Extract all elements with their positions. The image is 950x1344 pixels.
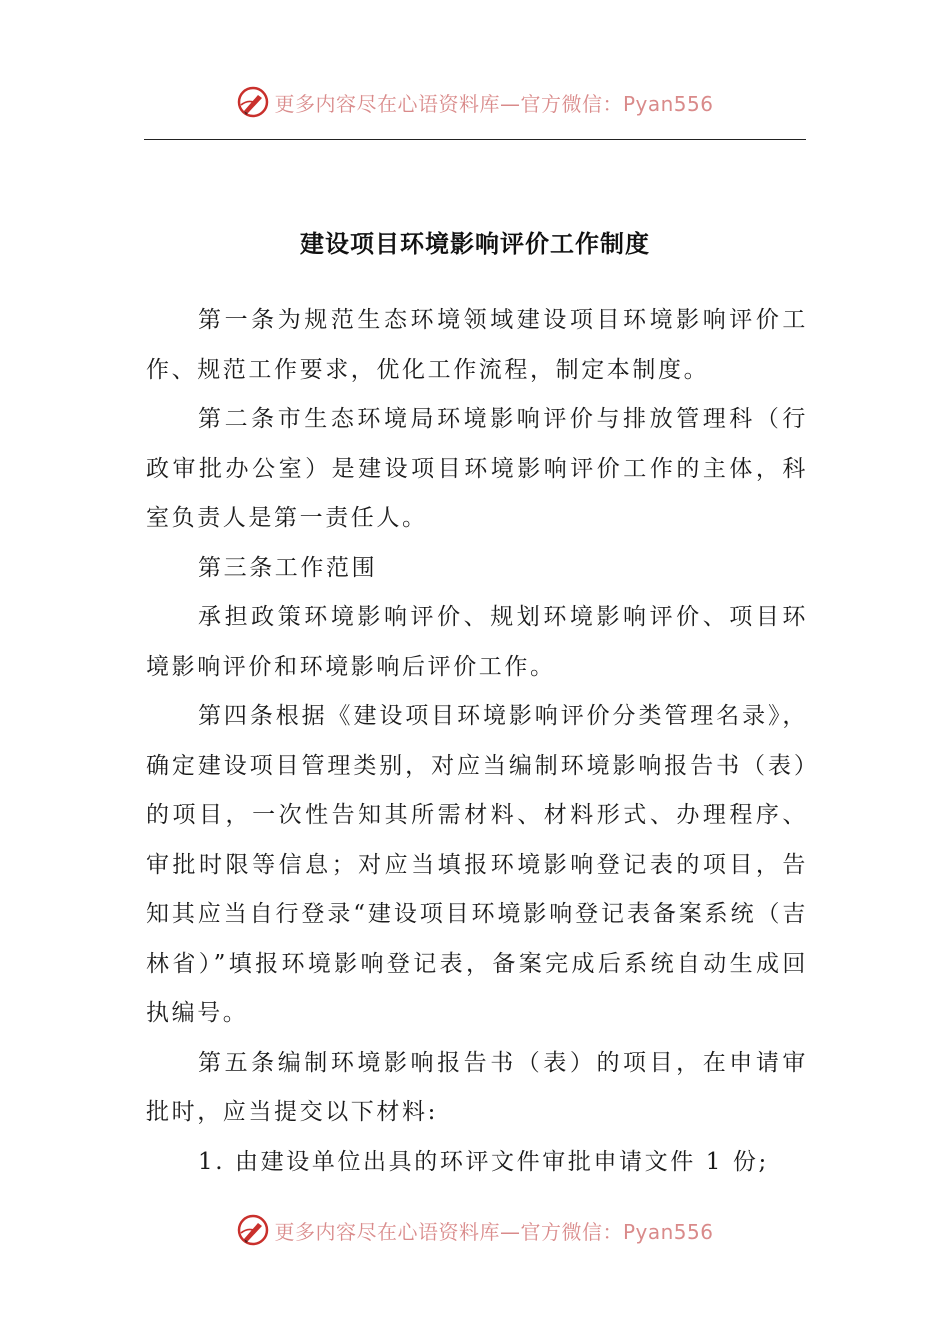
document-title: 建设项目环境影响评价工作制度 (300, 229, 650, 258)
list-item-1: 1. 由建设单位出具的环评文件审批申请文件 1 份; (198, 1148, 769, 1175)
pen-logo-icon (236, 85, 270, 119)
paragraph-article-5: 第五条编制环境影响报告书（表）的项目，在申请审批时，应当提交以下材料: (146, 1049, 808, 1125)
paragraph-article-1: 第一条为规范生态环境领域建设项目环境影响评价工作、规范工作要求，优化工作流程，制定本制度。 (146, 307, 808, 383)
header-divider (144, 139, 806, 140)
paragraph-article-4: 第四条根据《建设项目环境影响评价分类管理名录》，确定建设项目管理类别，对应当编制环境影响报告书（表）的项目，一次性告知其所需材料、材料形式、办理程序、审批时限等信息；对应当填报环境影响登记表的项目，告知其应当自行登录“建设项目环境影响登记表备案系统（吉林省）”填报环境影响登记表，备案完成后系统自动生成回执编号。 (146, 703, 808, 1026)
footer-banner-text: 更多内容尽在心语资料库—官方微信：Pyan556 (274, 1219, 714, 1244)
paragraph-article-2: 第二条市生态环境局环境影响评价与排放管理科（行政审批办公室）是建设项目环境影响评价工作的主体，科室负责人是第一责任人。 (146, 406, 808, 531)
header-banner-text: 更多内容尽在心语资料库—官方微信：Pyan556 (274, 91, 714, 116)
paragraph-article-3: 第三条工作范围 (198, 554, 378, 581)
header-banner (0, 82, 950, 122)
document-body (146, 296, 808, 1187)
paragraph-scope: 承担政策环境影响评价、规划环境影响评价、项目环境影响评价和环境影响后评价工作。 (146, 604, 808, 680)
footer-banner (0, 1210, 950, 1250)
pen-logo-icon (236, 1213, 270, 1247)
